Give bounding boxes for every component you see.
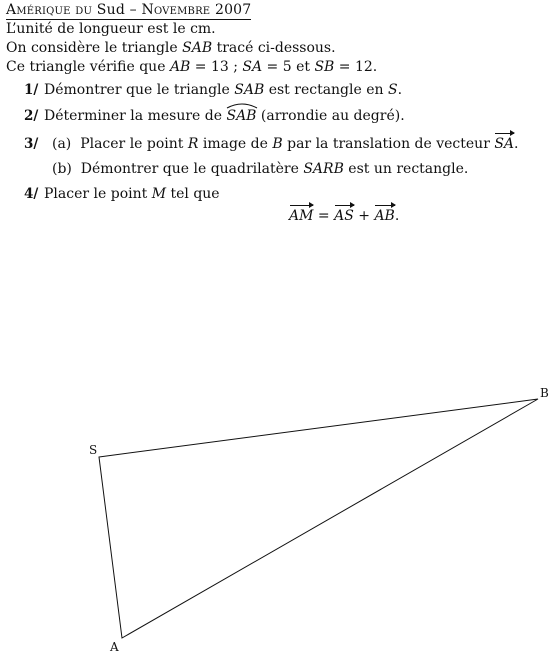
segment-sa: SA <box>242 59 263 75</box>
header-month: ovembre <box>153 2 211 18</box>
label-a: A <box>110 640 119 654</box>
question-4-number: 4/ <box>24 186 39 202</box>
q3b-label: (b) <box>52 161 72 177</box>
point-r: R <box>187 136 199 152</box>
plus-sign: + <box>353 208 375 224</box>
header-year: 2007 <box>210 2 252 18</box>
intro-line-1: L’unité de longueur est le cm. <box>6 21 216 37</box>
q2-text: Déterminer la mesure de <box>44 108 227 124</box>
q4-text: tel que <box>166 186 220 202</box>
label-s: S <box>89 443 98 457</box>
angle-label: SAB <box>226 108 257 124</box>
q1-text: est rectangle en <box>264 82 388 98</box>
equals-sign: = <box>313 208 335 224</box>
q3a-text: image de <box>198 136 273 152</box>
q4-text: Placer le point <box>44 186 152 202</box>
q1-text: . <box>397 82 403 98</box>
segment-sb: SB <box>314 59 335 75</box>
vector-am: AM <box>289 208 314 224</box>
period: . <box>394 208 400 224</box>
quadrilateral-sarb: SARB <box>303 161 344 177</box>
intro-text-part: = 5 et <box>262 59 315 75</box>
question-3-number: 3/ <box>24 136 39 152</box>
point-b: B <box>272 136 283 152</box>
q3a-text: Placer le point <box>80 136 188 152</box>
triangle-sab <box>99 399 538 638</box>
question-2-number: 2/ <box>24 108 39 124</box>
segment-ab: AB <box>169 59 191 75</box>
intro-text-part: = 12. <box>334 59 378 75</box>
intro-text-part: Ce triangle vérifie que <box>6 59 170 75</box>
header-region-end: Sud – <box>92 2 142 18</box>
q3b-text: Démontrer que le quadrilatère <box>80 161 304 177</box>
q1-point: S <box>387 82 398 98</box>
point-m: M <box>151 186 167 202</box>
q1-triangle: SAB <box>234 82 265 98</box>
q1-text: Démontrer que le triangle <box>44 82 235 98</box>
vector-ab: AB <box>374 208 395 224</box>
vector-sa: SA <box>494 136 515 152</box>
q3a-text: par la translation de vecteur <box>282 136 495 152</box>
header-region: mérique du <box>16 2 93 18</box>
question-1-number: 1/ <box>24 82 39 98</box>
q3b-text: est un rectangle. <box>343 161 469 177</box>
q3a-text: . <box>514 136 519 152</box>
header-initial: A <box>6 2 17 18</box>
q3a-label: (a) <box>52 136 72 152</box>
vector-as: AS <box>334 208 354 224</box>
header-month-initial: N <box>141 2 154 18</box>
intro-line-2: On considère le triangle SAB tracé ci-dessous. <box>6 40 336 56</box>
label-b: B <box>540 386 549 400</box>
q2-text: (arrondie au degré). <box>256 108 405 124</box>
intro-text-part: = 13 ; <box>190 59 243 75</box>
